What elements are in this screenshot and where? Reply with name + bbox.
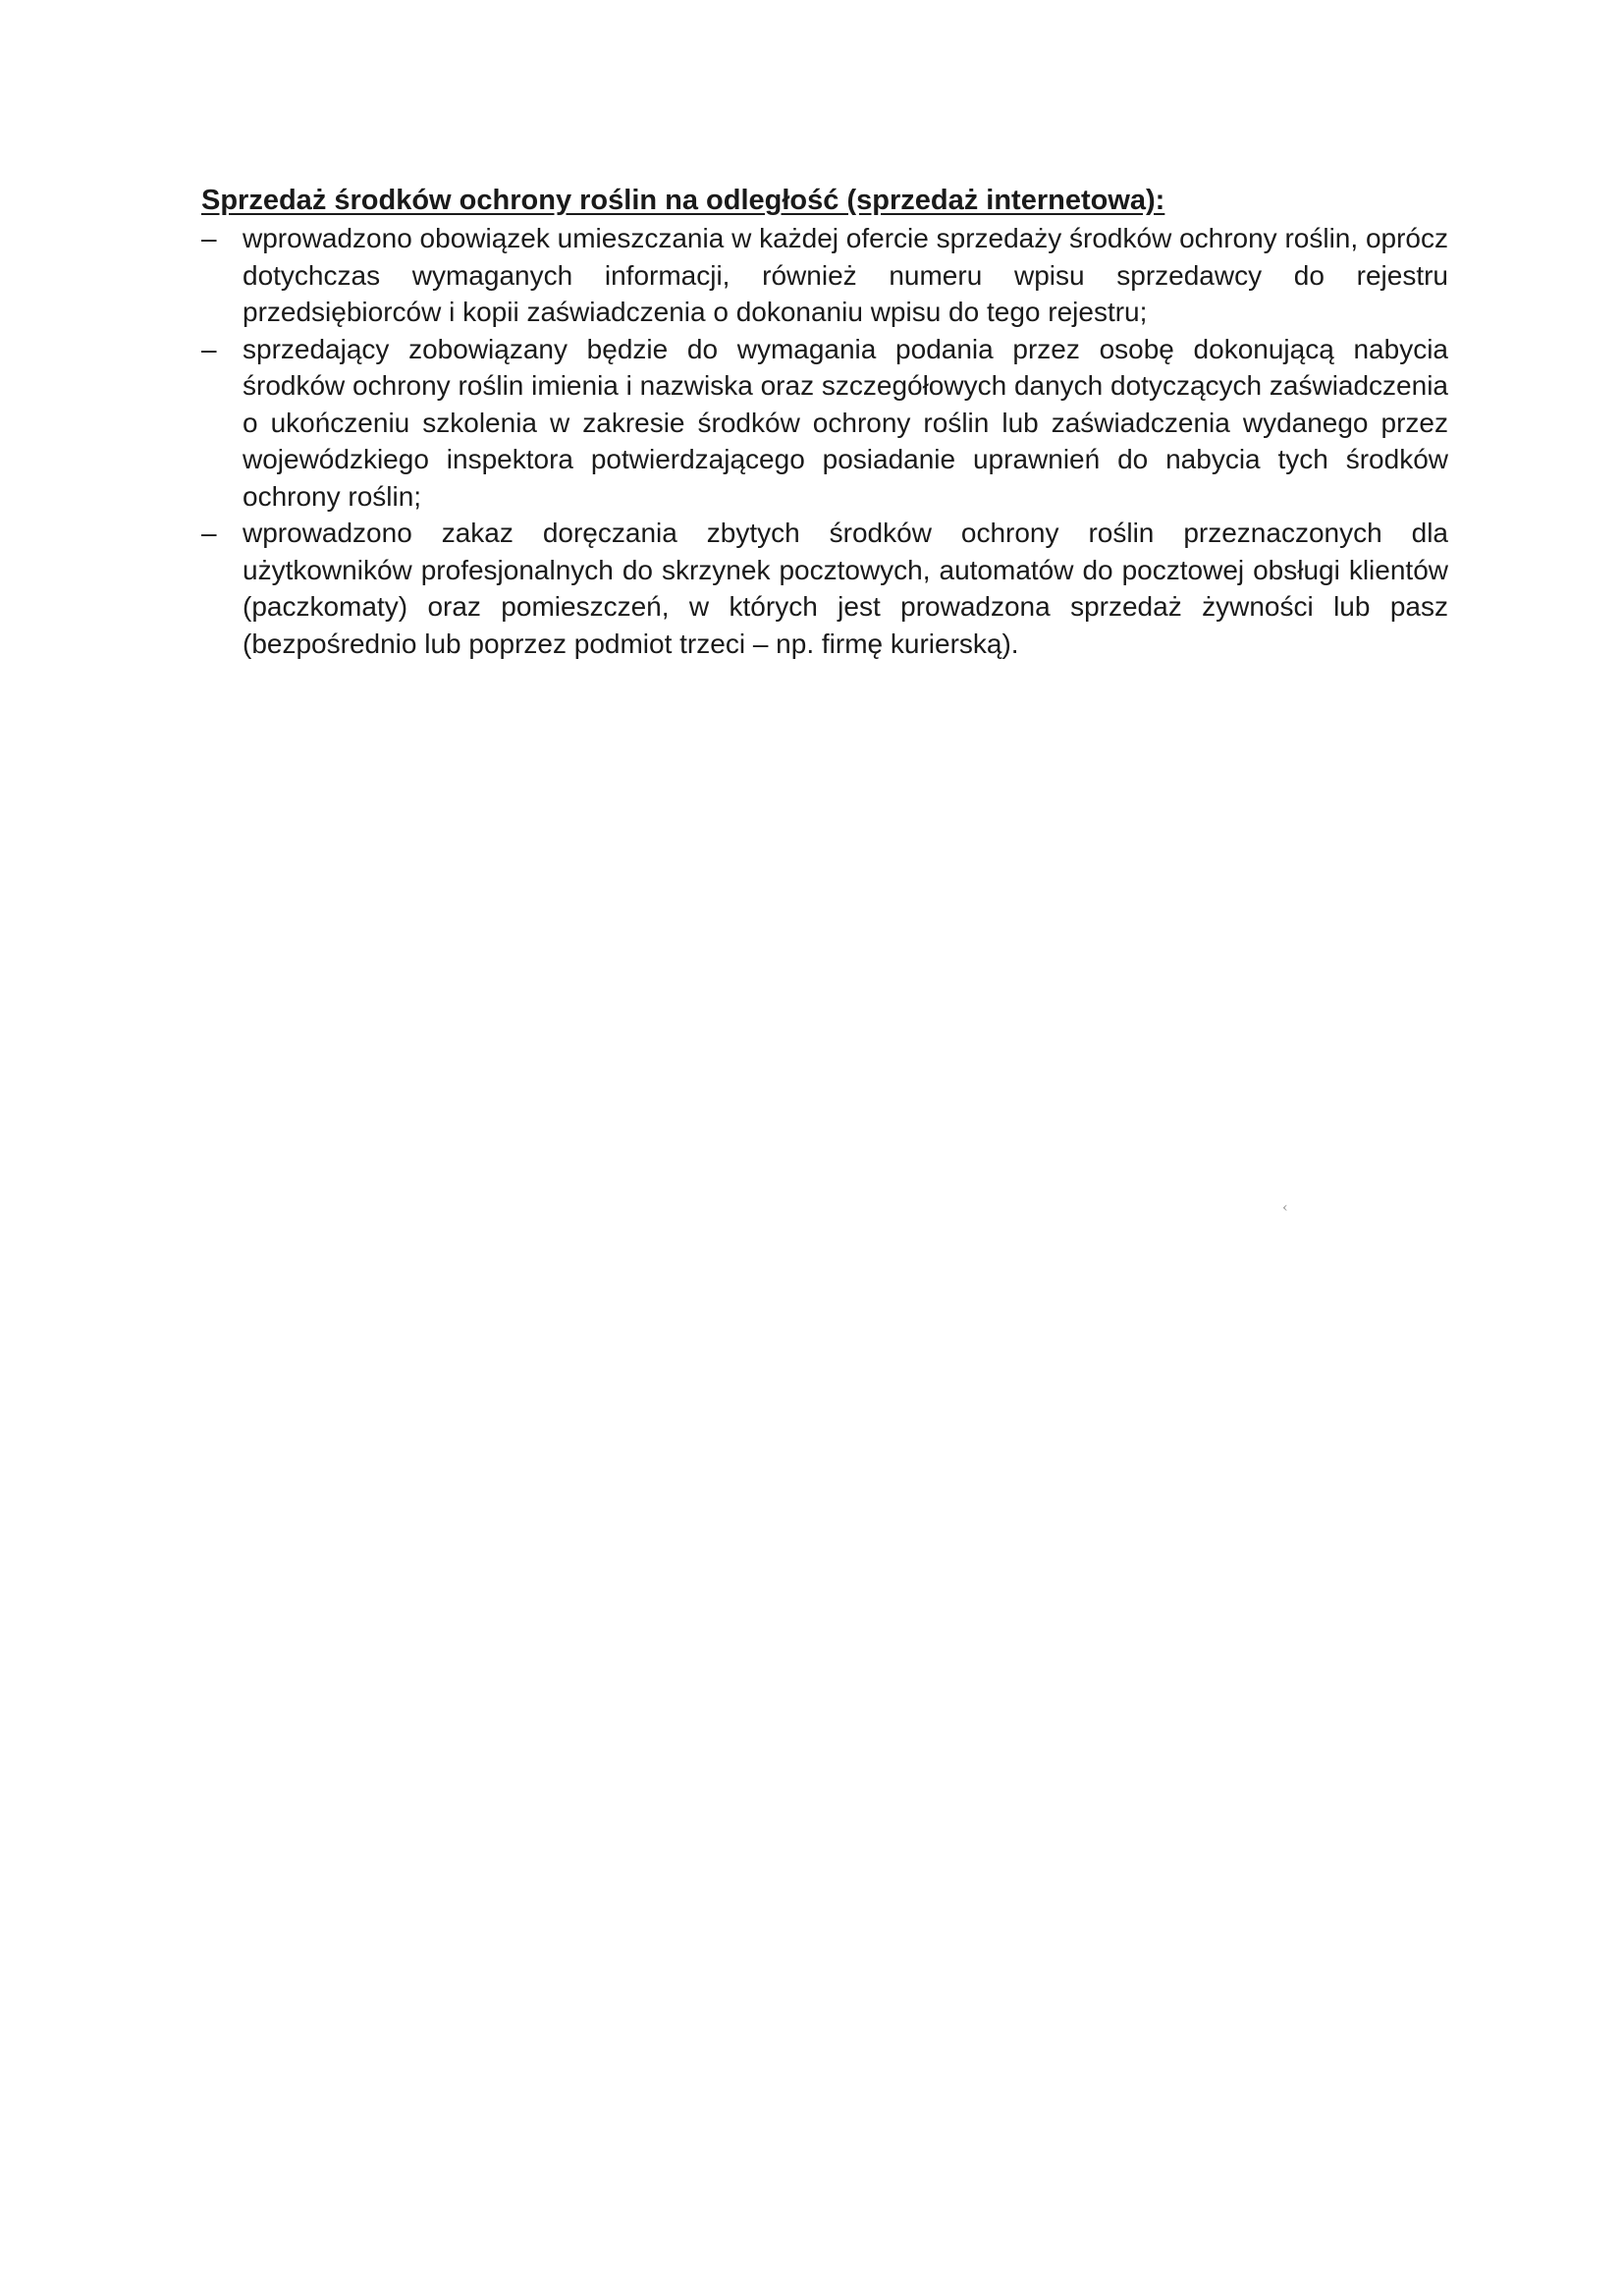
list-item-text: wprowadzono zakaz doręczania zbytych środków ochrony roślin przeznaczonych dla użytkowników profesjonalnych do skrzynek pocztowych, automatów do pocztowej obsługi klientów (paczkomaty) oraz pomieszczeń, w których jest prowadzona sprzedaż żywności lub pasz (bezpośrednio lub poprzez podmiot trzeci – np. firmę kurierską). [243,518,1448,659]
list-item-text: sprzedający zobowiązany będzie do wymagania podania przez osobę dokonującą nabycia środków ochrony roślin imienia i nazwiska oraz szczegółowych danych dotyczących zaświadczenia o ukończeniu szkolenia w zakresie środków ochrony roślin lub zaświadczenia wydanego przez wojewódzkiego inspektora potwierdzającego posiadanie uprawnień do nabycia tych środków ochrony roślin; [243,333,1448,512]
dash-marker: – [201,333,217,364]
scan-artifact-mark: ‹ [1282,1200,1288,1216]
bullet-list [201,220,1448,662]
section-heading: Sprzedaż środków ochrony roślin na odległość (sprzedaż internetowa): [201,185,1165,216]
list-item-text: wprowadzono obowiązek umieszczania w każdej ofercie sprzedaży środków ochrony roślin, oprócz dotychczas wymaganych informacji, również numeru wpisu sprzedawcy do rejestru przedsiębiorców i kopii zaświadczenia o dokonaniu wpisu do tego rejestru; [243,223,1448,327]
dash-marker: – [201,223,217,253]
list-item [201,515,1448,662]
list-item [201,220,1448,331]
document-content [201,183,1448,662]
list-item [201,331,1448,516]
dash-marker: – [201,518,217,548]
